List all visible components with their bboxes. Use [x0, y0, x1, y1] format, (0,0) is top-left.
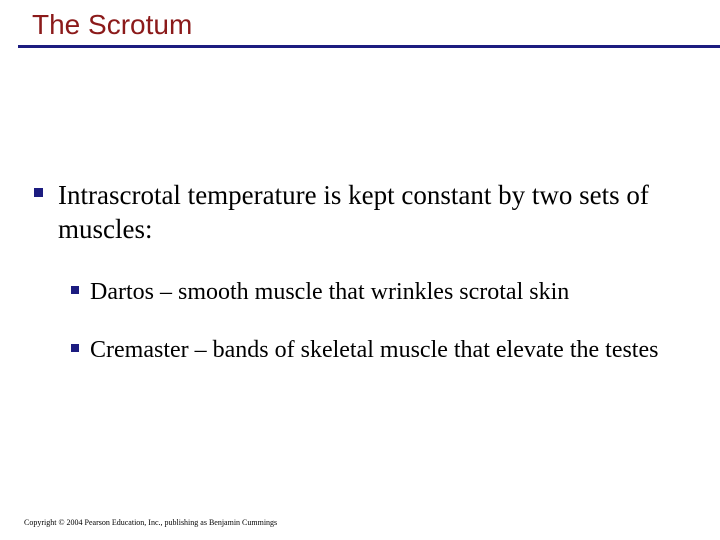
bullet-text: Dartos – smooth muscle that wrinkles scrotal skin: [90, 279, 570, 305]
bullet-item-level1: [34, 178, 698, 246]
bullet-text: Intrascrotal temperature is kept constant by two sets of muscles:: [58, 180, 649, 244]
bullet-item-level2: [71, 334, 691, 366]
bullet-item-level2: [71, 276, 691, 308]
copyright-footer: Copyright © 2004 Pearson Education, Inc., publishing as Benjamin Cummings: [24, 518, 278, 527]
slide-title: The Scrotum: [32, 9, 193, 40]
bullet-text: Cremaster – bands of skeletal muscle that elevate the testes: [90, 337, 659, 363]
